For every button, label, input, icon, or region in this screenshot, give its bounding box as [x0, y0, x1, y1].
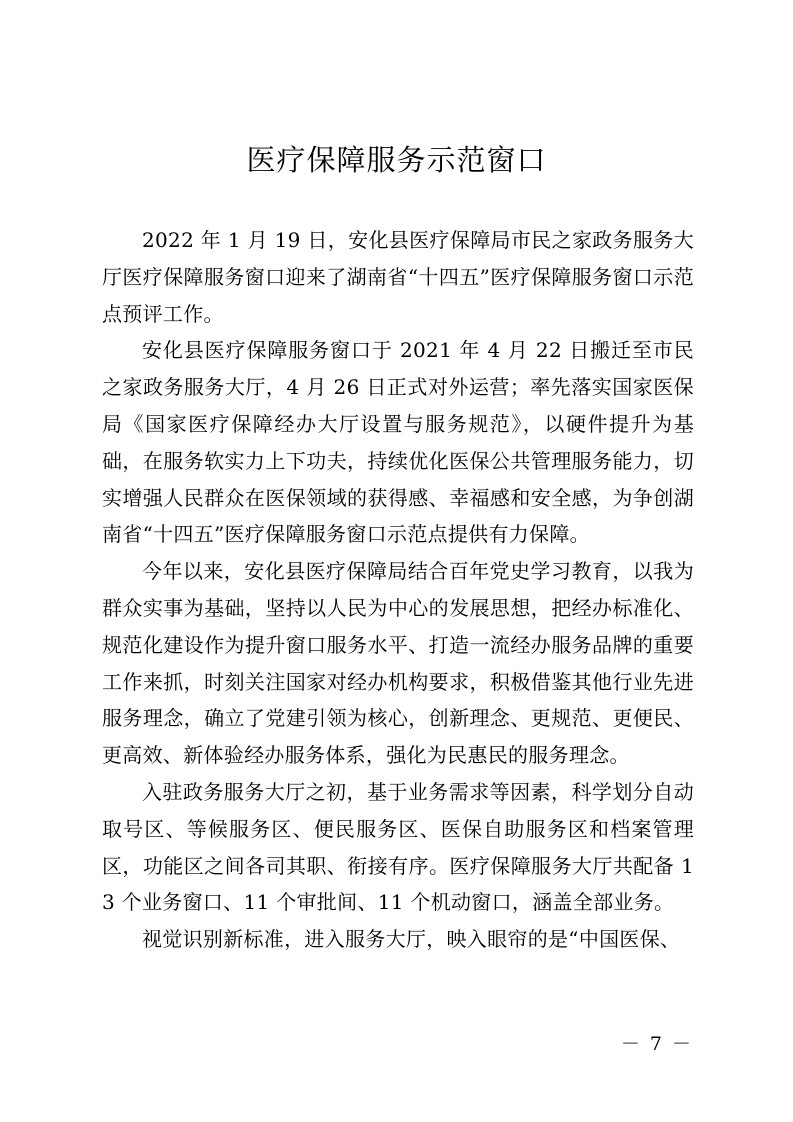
- paragraph-4: 入驻政务服务大厅之初，基于业务需求等因素，科学划分自动取号区、等候服务区、便民服务区、医保自助服务区和档案管理区，功能区之间各司其职、衔接有序。医疗保障服务大厅共配备 13 个业务窗口、11 个审批间、11 个机动窗口，涵盖全部业务。: [102, 779, 694, 915]
- paragraph-3: 今年以来，安化县医疗保障局结合百年党史学习教育，以我为群众实事为基础，坚持以人民为中心的发展思想，把经办标准化、规范化建设作为提升窗口服务水平、打造一流经办服务品牌的重要工作来抓，时刻关注国家对经办机构要求，积极借鉴其他行业先进服务理念，确立了党建引领为核心，创新理念、更规范、更便民、更高效、新体验经办服务体系，强化为民惠民的服务理念。: [102, 559, 694, 768]
- document-title: 医疗保障服务示范窗口: [246, 143, 547, 177]
- paragraph-5: 视觉识别新标准，进入服务大厅，映入眼帘的是“中国医保、: [142, 927, 681, 952]
- document-body: [102, 222, 694, 958]
- paragraph-2: 安化县医疗保障服务窗口于 2021 年 4 月 22 日搬迁至市民之家政务服务大厅，4 月 26 日正式对外运营；率先落实国家医保局《国家医疗保障经办大厅设置与服务规范》，以硬件提升为基础，在服务软实力上下功夫，持续优化医保公共管理服务能力，切实增强人民群众在医保领域的获得感、幸福感和安全感，为争创湖南省“十四五”医疗保障服务窗口示范点提供有力保障。: [102, 338, 694, 547]
- page-number: － 7 －: [620, 1033, 693, 1055]
- paragraph-1: 2022 年 1 月 19 日，安化县医疗保障局市民之家政务服务大厅医疗保障服务窗口迎来了湖南省“十四五”医疗保障服务窗口示范点预评工作。: [102, 228, 694, 326]
